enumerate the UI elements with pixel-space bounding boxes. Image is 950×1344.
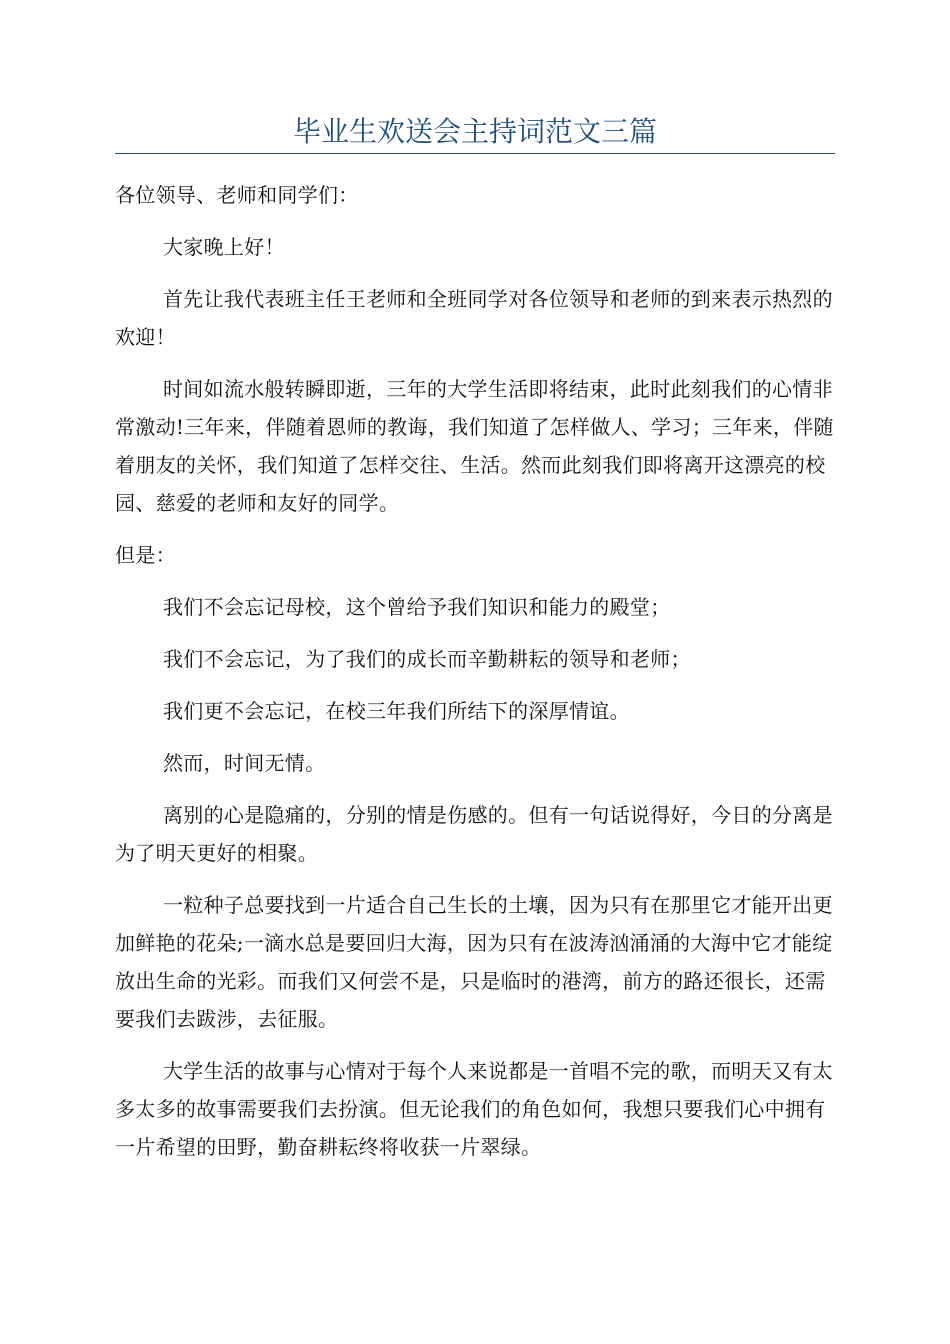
paragraph-friendship: 我们更不会忘记，在校三年我们所结下的深厚情谊。 xyxy=(163,699,630,723)
paragraph-three-years: 时间如流水般转瞬即逝，三年的大学生活即将结束，此时此刻我们的心情非常激动!三年来，伴随着恩师的教诲，我们知道了怎样做人、学习；三年来，伴随着朋友的关怀，我们知道了怎样交往、生活。然而此刻我们即将离开这漂亮的校园、慈爱的老师和友好的同学。 xyxy=(115,377,834,515)
paragraph-greeting: 大家晚上好！ xyxy=(163,235,285,259)
document-title: 毕业生欢送会主持词范文三篇 xyxy=(292,115,657,148)
paragraph-welcome: 首先让我代表班主任王老师和全班同学对各位领导和老师的到来表示热烈的欢迎！ xyxy=(115,287,833,349)
paragraph-salutation: 各位领导、老师和同学们： xyxy=(115,183,359,207)
paragraph-but: 但是： xyxy=(115,543,176,567)
paragraph-teachers: 我们不会忘记，为了我们的成长而辛勤耕耘的领导和老师； xyxy=(163,647,691,671)
title-underline xyxy=(115,153,835,154)
paragraph-alma-mater: 我们不会忘记母校，这个曾给予我们知识和能力的殿堂； xyxy=(163,595,671,619)
paragraph-college-life: 大学生活的故事与心情对于每个人来说都是一首唱不完的歌，而明天又有太多太多的故事需要我们去扮演。但无论我们的角色如何，我想只要我们心中拥有一片希望的田野，勤奋耕耘终将收获一片翠绿。 xyxy=(115,1059,833,1159)
document-body xyxy=(115,176,835,1180)
paragraph-parting: 离别的心是隐痛的，分别的情是伤感的。但有一句话说得好，今日的分离是为了明天更好的相聚。 xyxy=(115,803,833,865)
paragraph-time: 然而，时间无情。 xyxy=(163,751,326,775)
paragraph-seed: 一粒种子总要找到一片适合自己生长的土壤，因为只有在那里它才能开出更加鲜艳的花朵;一滴水总是要回归大海，因为只有在波涛汹涌涌的大海中它才能绽放出生命的光彩。而我们又何尝不是，只是临时的港湾，前方的路还很长，还需要我们去跋涉，去征服。 xyxy=(115,893,833,1031)
